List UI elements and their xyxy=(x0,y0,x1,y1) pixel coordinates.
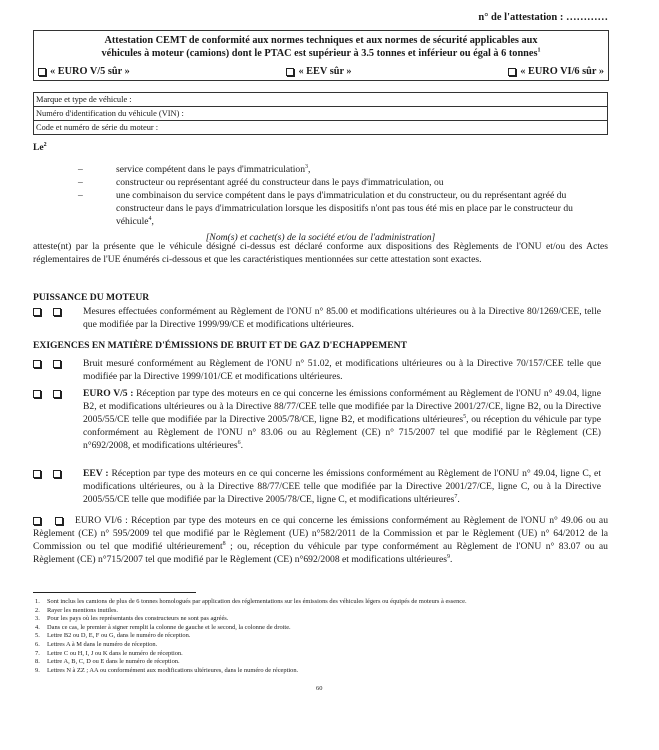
vehicle-table xyxy=(33,92,608,135)
item-text: Bruit mesuré conformément au Règlement de l'ONU n° 51.02, et modifications ultérieures ou à la Directive 70/157/CEE telle que modifiée par la Directive 1999/101/CE et modifications ultérieures. xyxy=(83,358,601,382)
authority-list xyxy=(78,163,602,228)
certificate-title xyxy=(34,35,608,60)
text-part: Réception par type des moteurs en ce qui concerne les émissions conformément au Règlement de l'ONU n° 49.06 ou au Règlement (CE) n° 595/2009 tel que modifié par le Règlement (UE) n°582/2011 de la Commission et par le Règlement (UE) n° 64/2012 de la Commission ou tel que modifié ultérieurement xyxy=(33,515,608,552)
section-heading-engine-power: PUISSANCE DU MOTEUR xyxy=(33,292,150,303)
option-eev[interactable] xyxy=(286,66,351,77)
header-box xyxy=(33,30,609,81)
item-tail: , xyxy=(151,216,154,227)
list-item xyxy=(78,189,602,228)
footnote-number: 7. xyxy=(35,649,40,657)
text-part: Réception par type des moteurs en ce qui concerne les émissions conformément au Règlement de l'ONU n° 49.04, ligne B2, et modifications ultérieures ou à la Directive 88/77/CEE telle que modifiée par la Directive 2001/27/CE, ligne B2, ou la Directive 2005/55/CE telle que modifiée par la Directive 2005/78/CE, ligne B2, et modifications ultérieures xyxy=(83,388,601,425)
footnote xyxy=(35,615,605,624)
dash-icon: – xyxy=(78,177,83,188)
euro6-item: EURO VI/6 : Réception par type des moteurs en ce qui concerne les émissions conformément au Règlement de l'ONU n° 49.06 ou au Règlement (CE) n° 595/2009 tel que modifié par le Règlement (UE) n°582/2011 de la Commission et par le Règlement (UE) n° 64/2012 de la Commission ou tel que modifié ultérieurement$^8$ ; ou, réception du véhicule par type conformément au Règlement de l'ONU n° 83.07 ou au Règlement (CE) n°715/2007 tel que modifié par le Règlement (CE) n°692/2008 et modifications ultérieures$^9$. xyxy=(33,515,608,565)
item-label: EEV : xyxy=(83,468,109,479)
option-label: « EURO VI/6 sûr » xyxy=(520,66,604,77)
vehicle-make-field[interactable]: Marque et type de véhicule : xyxy=(34,93,608,107)
item-text: constructeur ou représentant agréé du constructeur dans le pays d'immatriculation, ou xyxy=(116,177,444,188)
checkbox-icon[interactable] xyxy=(53,360,61,368)
option-euro5[interactable] xyxy=(38,66,130,77)
footnote-ref: 9 xyxy=(446,553,450,560)
footnote-ref: 4 xyxy=(148,215,152,222)
item-text: une combinaison du service compétent dans le pays d'immatriculation et du constructeur, ou du représentant agréé du constructeur dans le pays d'immatriculation lorsque les dispositifs n'ont pas tous été mis en place par le constructeur du véhicule xyxy=(116,190,573,227)
option-label: « EURO V/5 sûr » xyxy=(50,66,130,77)
footnote-number: 8. xyxy=(35,658,40,666)
footnote xyxy=(35,624,605,633)
footnote-text: Lettre A, B, C, D ou E dans le numéro de réception. xyxy=(47,658,180,666)
footnote xyxy=(35,641,605,650)
footnote-text: Dans ce cas, le premier à signer remplit la colonne de gauche et le second, la colonne de droite. xyxy=(47,623,291,631)
le-text: Le xyxy=(33,142,44,153)
item-text: EURO V/5 : Réception par type des moteurs en ce qui concerne les émissions conformément au Règlement de l'ONU n° 49.04, ligne B2, et modifications ultérieures ou à la Directive 88/77/CEE telle que modifiée par la Directive 2001/27/CE, ligne B2, ou la Directive 2005/55/CE telle que modifiée par la Directive 2005/78/CE, ligne B2, et modifications ultérieures$^5$, ou réception du véhicule par type conformément au Règlement de l'ONU n° 83.06 ou au Règlement (CE) n° 715/2007 tel que modifié par le Règlement (CE) n°692/2008, et modifications ultérieures$^6$. xyxy=(83,388,601,451)
footnote-number: 2. xyxy=(35,606,40,614)
option-euro6[interactable] xyxy=(508,66,604,77)
text-part: Réception par type des moteurs en ce qui concerne les émissions conformément au Règlement de l'ONU n° 49.04, ligne C, et modifications ultérieures, ou à la Directive 88/77/CEE telle que modifiée par la Directive 2001/27/CE, ligne C, ou à la Directive 2005/55/CE telle que modifiée par la Directive 2005/78/CE, ligne C, et modifications ultérieures xyxy=(83,468,601,505)
footnote-ref: 2 xyxy=(43,141,47,148)
footnotes xyxy=(35,598,605,675)
list-item xyxy=(78,176,602,189)
footnote-number: 3. xyxy=(35,615,40,623)
footnote-text: Lettre B2 ou D, E, F ou G, dans le numéro de réception. xyxy=(47,632,191,640)
checkbox-icon[interactable] xyxy=(508,68,516,76)
checkbox-pair xyxy=(33,305,65,318)
checkbox-pair xyxy=(33,387,65,400)
option-label: « EEV sûr » xyxy=(298,66,352,77)
footnote-ref: 1 xyxy=(537,47,541,54)
footnote-text: Lettre C ou H, I, J ou K dans le numéro de réception. xyxy=(47,649,183,657)
item-text: EEV : Réception par type des moteurs en ce qui concerne les émissions conformément au Règlement de l'ONU n° 49.04, ligne C, et modifications ultérieures, ou à la Directive 88/77/CEE telle que modifiée par la Directive 2001/27/CE, ligne C, ou à la Directive 2005/55/CE telle que modifiée par la Directive 2005/78/CE, ligne C, et modifications ultérieures$^7$. xyxy=(83,468,601,505)
item-text: Mesures effectuées conformément au Règlement de l'ONU n° 85.00 et modifications ultérieures ou à la Directive 80/1269/CEE, telle que modifiée par la Directive 1999/99/CE et modifications ultérieures. xyxy=(83,306,601,330)
footnote-ref: 3 xyxy=(305,163,309,170)
attests-paragraph: atteste(nt) par la présente que le véhicule désigné ci-dessus est déclaré conforme aux dispositions des Règlements de l'ONU et/ou des Actes réglementaires de l'UE énumérés ci-dessous et que les caractéristiques mentionnées sur cette attestation sont exactes. xyxy=(33,241,608,265)
footnote-text: Sont inclus les camions de plus de 6 tonnes homologués par application des réglementations sur les émissions des véhicules légers ou équipés de moteurs à essence. xyxy=(47,598,467,605)
list-item xyxy=(78,163,602,176)
le-label xyxy=(33,141,47,154)
footnote-text: Pour les pays où les représentants des constructeurs ne sont pas agréés. xyxy=(47,615,229,623)
section-heading-emissions: EXIGENCES EN MATIÈRE D'ÉMISSIONS DE BRUIT ET DE GAZ D'ECHAPPEMENT xyxy=(33,340,407,351)
dash-icon: – xyxy=(78,190,83,201)
footnote-number: 4. xyxy=(35,623,40,631)
footnote-ref: 8 xyxy=(222,540,226,547)
attestation-number-label: n° de l'attestation : ………… xyxy=(478,12,608,23)
signature-placeholder: [Nom(s) et cachet(s) de la société et/ou de l'administration] xyxy=(205,232,436,243)
title-line-1: Attestation CEMT de conformité aux normes techniques et aux normes de sécurité applicables aux xyxy=(104,35,538,46)
item-tail: , xyxy=(308,164,311,175)
text-part: ; ou, réception du véhicule par type conformément au Règlement de l'ONU n° 83.07 ou au Règlement (CE) n°715/2007 tel que modifié par le Règlement (CE) n°692/2008 et modifications ultérieures xyxy=(33,541,608,565)
footnote-number: 6. xyxy=(35,640,40,648)
page-number: 60 xyxy=(316,685,323,692)
footnote-number: 5. xyxy=(35,632,40,640)
checkbox-icon[interactable] xyxy=(38,68,46,76)
item-text: service compétent dans le pays d'immatriculation xyxy=(116,164,306,175)
checkbox-icon[interactable] xyxy=(33,308,41,316)
engine-code-field[interactable]: Code et numéro de série du moteur : xyxy=(34,121,608,135)
footnote-ref: 7 xyxy=(454,493,458,500)
footnote xyxy=(35,598,605,607)
checkbox-icon[interactable] xyxy=(33,360,41,368)
checkbox-icon[interactable] xyxy=(33,390,41,398)
footnote-text: Lettres N à ZZ ; AA ou conformément aux modifications ultérieures, dans le numéro de réception. xyxy=(47,666,299,674)
checkbox-icon[interactable] xyxy=(55,517,63,525)
checkbox-icon[interactable] xyxy=(53,390,61,398)
checkbox-icon[interactable] xyxy=(33,517,41,525)
footnote xyxy=(35,632,605,641)
text-part: , ou réception du véhicule par type conformément au Règlement de l'ONU n° 83.06 ou au Règlement (CE) n° 715/2007 tel que modifié par le Règlement (CE) n°692/2008, et modifications ultérieures xyxy=(83,414,601,451)
footnote-number: 1. xyxy=(35,598,40,605)
footnote xyxy=(35,658,605,667)
footnote-divider xyxy=(33,592,196,593)
title-line-2: véhicules à moteur (camions) dont le PTAC est supérieur à 3.5 tonnes et inférieur ou égal à 6 tonnes xyxy=(101,47,538,59)
dash-icon: – xyxy=(78,164,83,175)
footnote-number: 9. xyxy=(35,666,40,674)
item-label: EURO V/5 : xyxy=(83,388,134,399)
checkbox-pair xyxy=(33,467,65,480)
footnote xyxy=(35,650,605,659)
footnote-ref: 5 xyxy=(463,413,467,420)
item-label: EURO VI/6 : xyxy=(75,515,128,526)
footnote-text: Rayer les mentions inutiles. xyxy=(47,606,118,614)
checkbox-pair xyxy=(33,357,65,370)
vin-field[interactable]: Numéro d'identification du véhicule (VIN) : xyxy=(34,107,608,121)
checkbox-icon[interactable] xyxy=(53,470,61,478)
footnote xyxy=(35,607,605,616)
footnote-ref: 6 xyxy=(237,439,241,446)
checkbox-icon[interactable] xyxy=(33,470,41,478)
checkbox-icon[interactable] xyxy=(286,68,294,76)
footnote xyxy=(35,667,605,676)
checkbox-icon[interactable] xyxy=(53,308,61,316)
footnote-text: Lettres A à M dans le numéro de réception. xyxy=(47,640,158,648)
